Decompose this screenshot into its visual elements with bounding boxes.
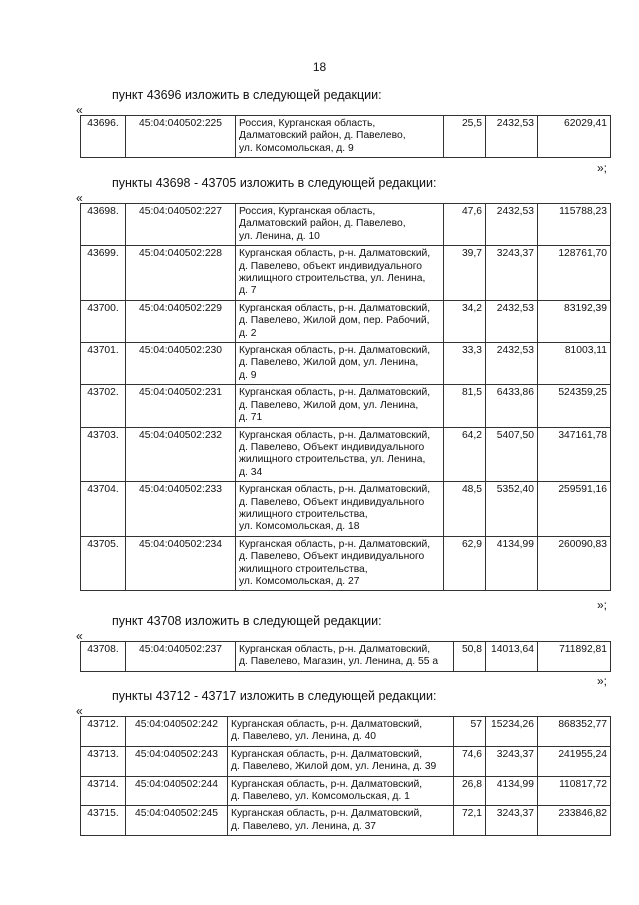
table-row xyxy=(81,116,611,158)
area-cell: 57 xyxy=(454,717,486,747)
close-quote: »; xyxy=(597,674,608,688)
cadastral-number-cell: 45:04:040502:232 xyxy=(126,427,236,482)
address-line: жилищного строительства, ул. Ленина, xyxy=(239,454,426,466)
address-cell xyxy=(228,806,454,836)
unit-value-cell: 3243,37 xyxy=(486,246,538,301)
address-line: д. Павелево, Жилой дом, ул. Ленина, xyxy=(239,357,419,369)
unit-value-cell: 15234,26 xyxy=(486,717,538,747)
address-line: Курганская область, р-н. Далматовский, xyxy=(239,345,431,357)
cadastral-number-cell: 45:04:040502:234 xyxy=(126,536,236,591)
area-cell: 74,6 xyxy=(454,746,486,776)
item-number-cell: 43704. xyxy=(81,482,126,537)
address-line: д. 2 xyxy=(239,327,257,339)
item-number-cell: 43705. xyxy=(81,536,126,591)
registry-table xyxy=(80,641,611,672)
address-line: Курганская область, р-н. Далматовский, xyxy=(239,429,431,441)
address-cell xyxy=(236,204,444,246)
address-line: Россия, Курганская область, xyxy=(239,206,376,217)
item-number-cell: 43713. xyxy=(81,746,126,776)
address-line: д. Павелево, Объект индивидуального xyxy=(239,496,425,508)
cadastral-number-cell: 45:04:040502:229 xyxy=(126,300,236,342)
registry-table xyxy=(80,716,611,836)
cadastral-value-cell: 241955,24 xyxy=(538,746,611,776)
address-cell xyxy=(228,776,454,806)
address-line: Далматовский район, д. Павелево, xyxy=(239,218,406,230)
area-cell: 64,2 xyxy=(444,427,486,482)
area-cell: 72,1 xyxy=(454,806,486,836)
unit-value-cell: 5352,40 xyxy=(486,482,538,537)
item-number-cell: 43708. xyxy=(81,642,126,672)
item-number-cell: 43700. xyxy=(81,300,126,342)
item-number-cell: 43712. xyxy=(81,717,126,747)
address-line: Курганская область, р-н. Далматовский, xyxy=(239,248,431,260)
unit-value-cell: 3243,37 xyxy=(486,806,538,836)
table-row xyxy=(81,536,611,591)
table-row xyxy=(81,746,611,776)
cadastral-number-cell: 45:04:040502:237 xyxy=(126,642,236,672)
address-line: ул. Ленина, д. 10 xyxy=(239,230,320,242)
address-line: ул. Комсомольская, д. 18 xyxy=(239,521,360,533)
address-line: д. Павелево, Жилой дом, пер. Рабочий, xyxy=(239,315,430,327)
address-line: д. Павелево, Объект индивидуального xyxy=(239,441,425,453)
cadastral-number-cell: 45:04:040502:245 xyxy=(126,806,228,836)
address-line: д. Павелево, Жилой дом, ул. Ленина, xyxy=(239,399,419,411)
address-line: Курганская область, р-н. Далматовский, xyxy=(239,644,431,655)
table-row xyxy=(81,717,611,747)
cadastral-value-cell: 81003,11 xyxy=(538,343,611,385)
unit-value-cell: 2432,53 xyxy=(486,116,538,158)
address-cell xyxy=(236,482,444,537)
area-cell: 33,3 xyxy=(444,343,486,385)
cadastral-value-cell: 260090,83 xyxy=(538,536,611,591)
unit-value-cell: 2432,53 xyxy=(486,300,538,342)
unit-value-cell: 4134,99 xyxy=(486,776,538,806)
address-line: д. Павелево, ул. Ленина, д. 40 xyxy=(231,731,377,743)
address-line: Курганская область, р-н. Далматовский, xyxy=(231,808,423,820)
address-cell xyxy=(236,427,444,482)
address-line: д. Павелево, Объект индивидуального xyxy=(239,551,425,563)
area-cell: 50,8 xyxy=(454,642,486,672)
open-quote: « xyxy=(76,191,83,205)
cadastral-number-cell: 45:04:040502:230 xyxy=(126,343,236,385)
item-number-cell: 43701. xyxy=(81,343,126,385)
registry-table xyxy=(80,203,611,591)
address-line: д. 9 xyxy=(239,369,257,381)
address-cell xyxy=(236,642,454,672)
item-number-cell: 43699. xyxy=(81,246,126,301)
unit-value-cell: 4134,99 xyxy=(486,536,538,591)
address-line: жилищного строительства, ул. Ленина, xyxy=(239,273,426,285)
table-row xyxy=(81,427,611,482)
open-quote: « xyxy=(76,103,83,117)
unit-value-cell: 6433,86 xyxy=(486,385,538,427)
address-line: д. 71 xyxy=(239,412,263,424)
registry-table xyxy=(80,115,611,158)
unit-value-cell: 2432,53 xyxy=(486,343,538,385)
cadastral-value-cell: 868352,77 xyxy=(538,717,611,747)
address-cell xyxy=(236,300,444,342)
address-cell xyxy=(228,717,454,747)
address-cell xyxy=(236,536,444,591)
table-row xyxy=(81,776,611,806)
cadastral-value-cell: 233846,82 xyxy=(538,806,611,836)
area-cell: 62,9 xyxy=(444,536,486,591)
item-number-cell: 43698. xyxy=(81,204,126,246)
item-number-cell: 43715. xyxy=(81,806,126,836)
table-row xyxy=(81,343,611,385)
table-row xyxy=(81,482,611,537)
table-row xyxy=(81,246,611,301)
address-line: ул. Комсомольская, д. 27 xyxy=(239,575,360,587)
area-cell: 47,6 xyxy=(444,204,486,246)
area-cell: 34,2 xyxy=(444,300,486,342)
cadastral-number-cell: 45:04:040502:231 xyxy=(126,385,236,427)
table-row xyxy=(81,204,611,246)
address-line: Россия, Курганская область, xyxy=(239,118,376,129)
area-cell: 26,8 xyxy=(454,776,486,806)
close-quote: »; xyxy=(597,161,608,175)
address-line: д. Павелево, ул. Ленина, д. 37 xyxy=(231,820,377,832)
cadastral-value-cell: 711892,81 xyxy=(538,642,611,672)
cadastral-value-cell: 115788,23 xyxy=(538,204,611,246)
address-line: д. Павелево, ул. Комсомольская, д. 1 xyxy=(231,791,410,803)
open-quote: « xyxy=(76,629,83,643)
address-line: Курганская область, р-н. Далматовский, xyxy=(231,778,423,790)
area-cell: 48,5 xyxy=(444,482,486,537)
table-row xyxy=(81,385,611,427)
address-line: д. Павелево, Магазин, ул. Ленина, д. 55 а xyxy=(239,656,439,668)
address-line: д. Павелево, Жилой дом, ул. Ленина, д. 39 xyxy=(231,761,437,773)
item-number-cell: 43702. xyxy=(81,385,126,427)
unit-value-cell: 14013,64 xyxy=(486,642,538,672)
close-quote: »; xyxy=(597,598,608,612)
unit-value-cell: 5407,50 xyxy=(486,427,538,482)
cadastral-number-cell: 45:04:040502:225 xyxy=(126,116,236,158)
address-line: Курганская область, р-н. Далматовский, xyxy=(239,484,431,496)
address-cell xyxy=(236,116,444,158)
cadastral-value-cell: 83192,39 xyxy=(538,300,611,342)
unit-value-cell: 2432,53 xyxy=(486,204,538,246)
page-number: 18 xyxy=(312,60,327,74)
area-cell: 81,5 xyxy=(444,385,486,427)
address-line: Курганская область, р-н. Далматовский, xyxy=(231,748,423,760)
address-line: д. 34 xyxy=(239,466,263,478)
table-row xyxy=(81,806,611,836)
section-intro: пункт 43708 изложить в следующей редакции: xyxy=(112,614,382,628)
item-number-cell: 43703. xyxy=(81,427,126,482)
cadastral-value-cell: 524359,25 xyxy=(538,385,611,427)
address-cell xyxy=(236,385,444,427)
address-line: жилищного строительства, xyxy=(239,508,368,520)
address-line: Курганская область, р-н. Далматовский, xyxy=(231,719,423,730)
cadastral-number-cell: 45:04:040502:244 xyxy=(126,776,228,806)
address-line: д. 7 xyxy=(239,285,257,297)
cadastral-value-cell: 110817,72 xyxy=(538,776,611,806)
address-cell xyxy=(236,343,444,385)
area-cell: 39,7 xyxy=(444,246,486,301)
table-row xyxy=(81,642,611,672)
cadastral-number-cell: 45:04:040502:243 xyxy=(126,746,228,776)
cadastral-value-cell: 62029,41 xyxy=(538,116,611,158)
cadastral-number-cell: 45:04:040502:228 xyxy=(126,246,236,301)
cadastral-value-cell: 259591,16 xyxy=(538,482,611,537)
section-intro: пункты 43698 - 43705 изложить в следующей редакции: xyxy=(112,176,437,190)
unit-value-cell: 3243,37 xyxy=(486,746,538,776)
address-cell xyxy=(228,746,454,776)
address-line: жилищного строительства, xyxy=(239,563,368,575)
area-cell: 25,5 xyxy=(444,116,486,158)
address-line: ул. Комсомольская, д. 9 xyxy=(239,142,354,154)
address-line: Курганская область, р-н. Далматовский, xyxy=(239,302,431,314)
cadastral-value-cell: 128761,70 xyxy=(538,246,611,301)
section-intro: пункты 43712 - 43717 изложить в следующей редакции: xyxy=(112,689,437,703)
cadastral-number-cell: 45:04:040502:233 xyxy=(126,482,236,537)
address-line: д. Павелево, объект индивидуального xyxy=(239,260,423,272)
item-number-cell: 43696. xyxy=(81,116,126,158)
address-line: Далматовский район, д. Павелево, xyxy=(239,130,406,142)
section-intro: пункт 43696 изложить в следующей редакции: xyxy=(112,88,382,102)
address-line: Курганская область, р-н. Далматовский, xyxy=(239,538,431,550)
cadastral-value-cell: 347161,78 xyxy=(538,427,611,482)
address-cell xyxy=(236,246,444,301)
cadastral-number-cell: 45:04:040502:227 xyxy=(126,204,236,246)
open-quote: « xyxy=(76,704,83,718)
address-line: Курганская область, р-н. Далматовский, xyxy=(239,387,431,399)
item-number-cell: 43714. xyxy=(81,776,126,806)
table-row xyxy=(81,300,611,342)
cadastral-number-cell: 45:04:040502:242 xyxy=(126,717,228,747)
